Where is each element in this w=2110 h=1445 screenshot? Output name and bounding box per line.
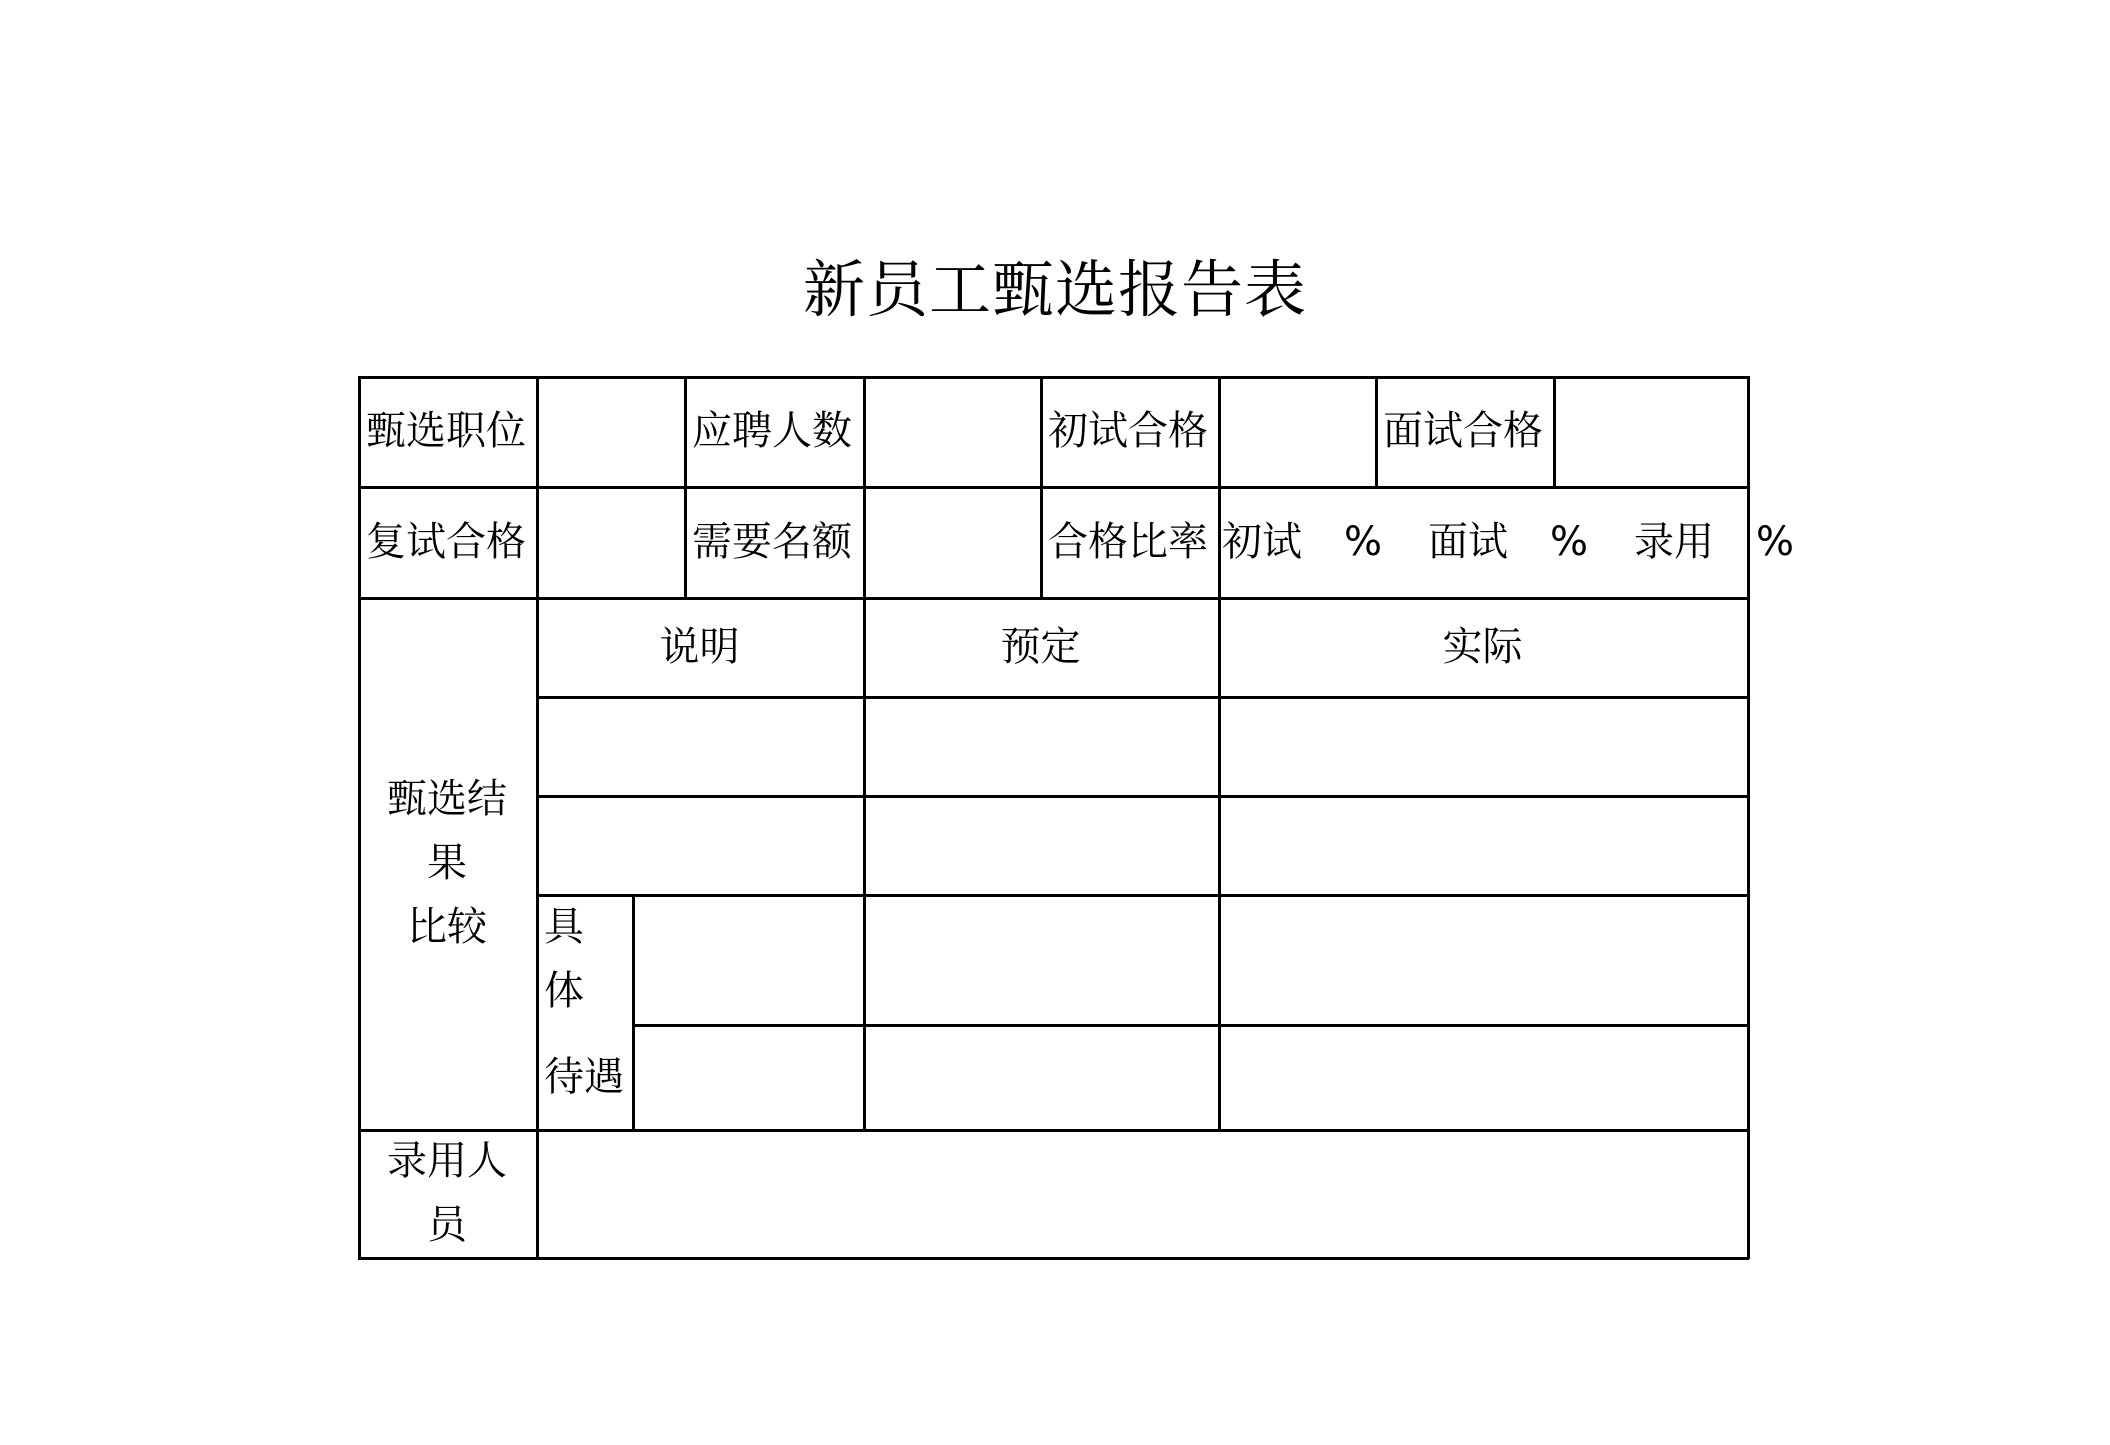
actual-cell-2[interactable] xyxy=(1221,798,1747,894)
benefits-description[interactable] xyxy=(635,897,863,1024)
initial-pass-value[interactable] xyxy=(1221,379,1375,486)
actual-cell-1[interactable] xyxy=(1221,699,1747,795)
comparison-section-label: 甄选结 果 比较 xyxy=(387,776,507,950)
applicants-label: 应聘人数 xyxy=(692,408,852,454)
interview-pass-label: 面试合格 xyxy=(1383,408,1543,454)
position-label: 甄选职位 xyxy=(366,408,526,454)
retest-pass-value[interactable] xyxy=(539,489,684,597)
treatment-description[interactable] xyxy=(635,1027,863,1129)
pass-rate-values xyxy=(1218,486,1795,597)
interview-rate-percent-sign: % xyxy=(1550,518,1589,565)
initial-rate-percent-sign: % xyxy=(1344,518,1383,565)
description-cell-1[interactable] xyxy=(539,699,863,795)
hired-value[interactable] xyxy=(539,1132,1747,1257)
initial-rate-label: 初试 xyxy=(1222,518,1302,565)
form-title: 新员工甄选报告表 xyxy=(802,253,1307,326)
interview-rate-label: 面试 xyxy=(1428,518,1509,565)
applicants-value[interactable] xyxy=(866,379,1040,486)
description-cell-2[interactable] xyxy=(539,798,863,894)
planned-header: 预定 xyxy=(1000,623,1081,670)
hire-rate-label: 录用 xyxy=(1634,518,1715,565)
pass-rate-label: 合格比率 xyxy=(1048,518,1208,565)
interview-pass-value[interactable] xyxy=(1556,379,1747,486)
hire-rate-percent-sign: % xyxy=(1756,518,1795,565)
initial-pass-label: 初试合格 xyxy=(1048,408,1208,454)
benefits-actual[interactable] xyxy=(1221,897,1747,1024)
quota-label: 需要名额 xyxy=(692,518,852,565)
hired-label: 录用人 员 xyxy=(387,1138,507,1248)
benefits-planned[interactable] xyxy=(866,897,1218,1024)
table-line-right xyxy=(1747,376,1750,1259)
description-header: 说明 xyxy=(659,623,740,670)
planned-cell-2[interactable] xyxy=(866,798,1218,894)
retest-pass-label: 复试合格 xyxy=(366,518,526,565)
treatment-planned[interactable] xyxy=(866,1027,1218,1129)
treatment-actual[interactable] xyxy=(1221,1027,1747,1129)
treatment-label: 待遇 xyxy=(544,1053,624,1100)
table-line-bottom xyxy=(358,1257,1749,1260)
quota-value[interactable] xyxy=(866,489,1040,597)
actual-header: 实际 xyxy=(1442,623,1523,670)
benefits-label: 具 体 xyxy=(544,904,584,1014)
selection-report-form xyxy=(358,376,1795,1258)
planned-cell-1[interactable] xyxy=(866,699,1218,795)
position-value[interactable] xyxy=(539,379,684,486)
